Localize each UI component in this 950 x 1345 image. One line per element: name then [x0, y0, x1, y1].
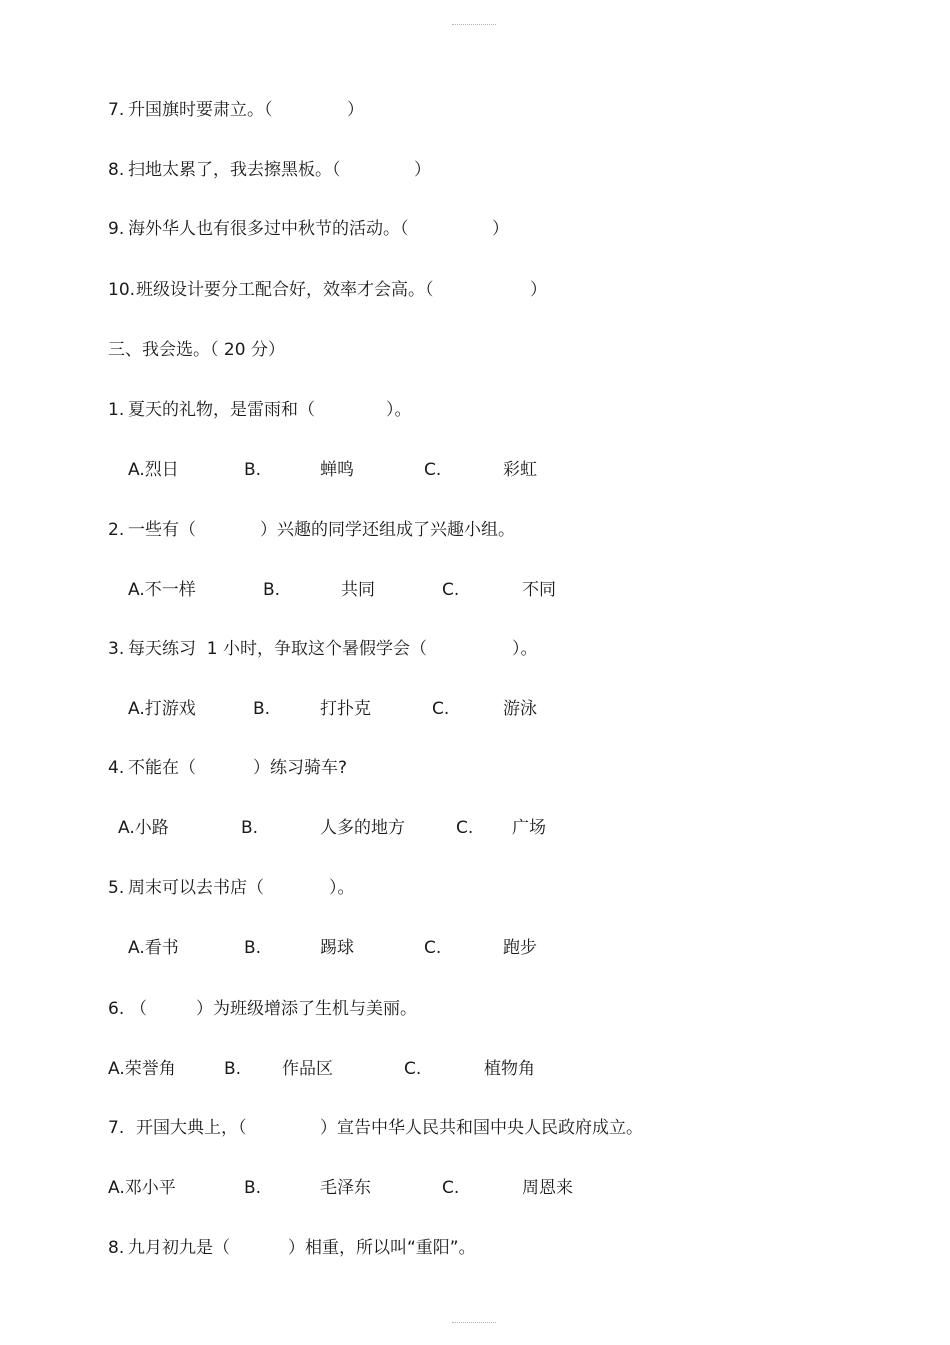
choice-question-1: [0, 397, 412, 423]
option-c: 广场: [512, 818, 546, 838]
question-number: 8.: [108, 1238, 125, 1258]
option-c-label: C.: [424, 460, 442, 480]
item-text: 班级设计要分工配合好，效率才会高。（: [136, 280, 434, 300]
answer-bracket-close: ）: [347, 100, 364, 120]
question-stem-end: ）相重，所以叫“重阳”。: [288, 1238, 476, 1258]
option-b: 打扑克: [320, 699, 371, 719]
question-number: 4.: [108, 758, 125, 778]
choice-options-6: [0, 1056, 535, 1082]
answer-bracket-close: ）: [414, 160, 431, 180]
question-stem: 九月初九是（: [128, 1238, 230, 1258]
option-c: 彩虹: [503, 460, 537, 480]
option-a: A.不一样: [128, 580, 196, 600]
question-number: 3.: [108, 639, 125, 659]
choice-question-2: [0, 517, 515, 543]
option-a: A.小路: [118, 818, 169, 838]
option-c: 跑步: [503, 938, 537, 958]
option-a: A.烈日: [128, 460, 179, 480]
question-stem: 周末可以去书店（: [128, 878, 264, 898]
item-number: 8.: [108, 160, 125, 180]
question-stem-end: ）宣告中华人民共和国中央人民政府成立。: [320, 1118, 643, 1138]
choice-options-1: [0, 457, 537, 483]
choice-options-7: [0, 1175, 573, 1201]
item-text: 升国旗时要肃立。（: [128, 100, 273, 120]
option-b-label: B.: [224, 1059, 242, 1079]
choice-options-5: [0, 935, 537, 961]
choice-question-7: [0, 1115, 643, 1141]
option-c: 植物角: [484, 1059, 535, 1079]
section-title-text: 三、我会选。（ 20 分）: [108, 340, 285, 360]
question-stem-end: ）。: [512, 639, 538, 659]
choice-options-4: [0, 815, 546, 841]
question-stem: 一些有（: [128, 520, 196, 540]
option-c-label: C.: [456, 818, 474, 838]
option-b-label: B.: [241, 818, 259, 838]
option-b: 蝉鸣: [320, 460, 354, 480]
question-stem-end: ）。: [386, 400, 412, 420]
option-a: A.邓小平: [108, 1178, 176, 1198]
item-number: 10.: [108, 280, 136, 300]
item-text: 扫地太累了，我去擦黑板。（: [128, 160, 341, 180]
option-c-label: C.: [442, 580, 460, 600]
option-b: 作品区: [282, 1059, 333, 1079]
option-b: 毛泽东: [320, 1178, 371, 1198]
option-a: A.打游戏: [128, 699, 196, 719]
question-stem-end: ）兴趣的同学还组成了兴趣小组。: [260, 520, 515, 540]
question-stem: 夏天的礼物，是雷雨和（: [128, 400, 315, 420]
option-b: 踢球: [320, 938, 354, 958]
option-b: 共同: [341, 580, 375, 600]
judge-item-7: [0, 97, 364, 123]
judge-item-8: [0, 157, 431, 183]
question-stem: 开国大典上，（: [136, 1118, 247, 1138]
option-c-label: C.: [424, 938, 442, 958]
question-stem: 不能在（: [128, 758, 196, 778]
option-b-label: B.: [244, 938, 262, 958]
option-b-label: B.: [244, 1178, 262, 1198]
judge-item-10: [0, 277, 547, 303]
choice-question-4: [0, 755, 348, 781]
option-c-label: C.: [404, 1059, 422, 1079]
answer-bracket-close: ）: [492, 219, 509, 239]
choice-question-8: [0, 1235, 476, 1261]
option-c: 不同: [522, 580, 556, 600]
section-title: [0, 337, 285, 363]
option-c: 游泳: [503, 699, 537, 719]
question-number: 7.: [108, 1118, 125, 1138]
option-a: A.看书: [128, 938, 179, 958]
question-number: 2.: [108, 520, 125, 540]
option-b-label: B.: [244, 460, 262, 480]
choice-question-6: [0, 996, 417, 1022]
item-number: 9.: [108, 219, 125, 239]
question-stem-end: ）为班级增添了生机与美丽。: [196, 999, 417, 1019]
option-b-label: B.: [263, 580, 281, 600]
answer-bracket-close: ）: [530, 280, 547, 300]
item-number: 7.: [108, 100, 125, 120]
question-stem-end: ）练习骑车?: [253, 758, 348, 778]
option-c-label: C.: [432, 699, 450, 719]
page-footer-mark: [452, 1322, 496, 1323]
question-number: 5.: [108, 878, 125, 898]
question-stem: （: [130, 999, 147, 1019]
question-number: 6.: [108, 999, 125, 1019]
choice-options-2: [0, 577, 556, 603]
option-a: A.荣誉角: [108, 1059, 176, 1079]
question-stem: 每天练习 1 小时，争取这个暑假学会（: [128, 639, 428, 659]
choice-question-3: [0, 636, 538, 662]
item-text: 海外华人也有很多过中秋节的活动。（: [128, 219, 409, 239]
judge-item-9: [0, 216, 509, 242]
question-stem-end: ）。: [329, 878, 355, 898]
choice-question-5: [0, 875, 355, 901]
option-c-label: C.: [442, 1178, 460, 1198]
option-c: 周恩来: [522, 1178, 573, 1198]
question-number: 1.: [108, 400, 125, 420]
choice-options-3: [0, 696, 537, 722]
option-b: 人多的地方: [320, 818, 405, 838]
option-b-label: B.: [253, 699, 271, 719]
page-header-mark: [452, 24, 496, 25]
